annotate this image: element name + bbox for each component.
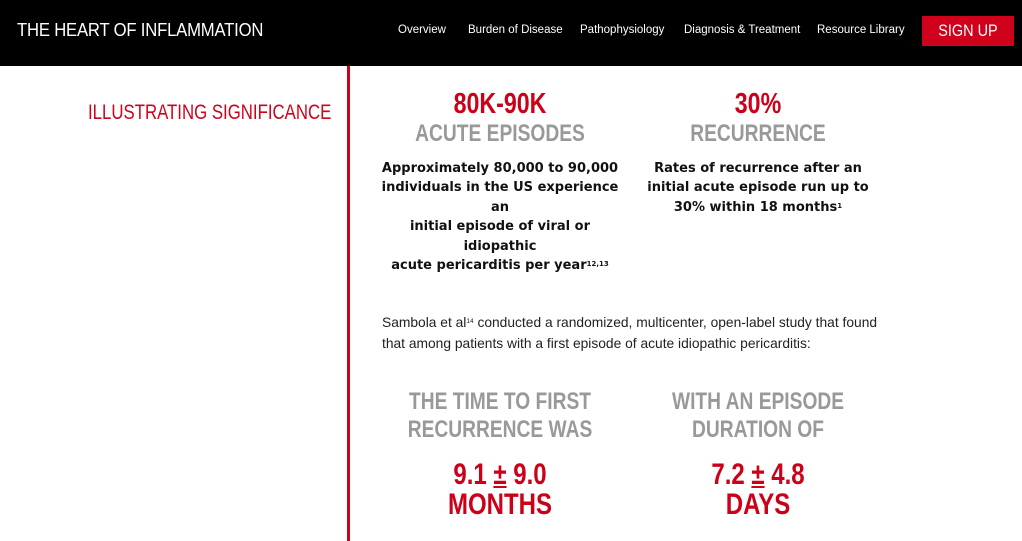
nav-overview[interactable]: Overview xyxy=(398,24,446,36)
result-mean: 7.2 xyxy=(711,458,745,491)
result-time-to-recurrence xyxy=(380,388,620,520)
stat-description xyxy=(380,159,620,275)
stat-label: RECURRENCE xyxy=(690,120,826,147)
stat-figure: 30% xyxy=(734,88,782,120)
stat-description-line: initial acute episode run up to xyxy=(647,180,869,196)
plus-minus-symbol: ± xyxy=(493,458,507,491)
section-title: ILLUSTRATING SIGNIFICANCE xyxy=(88,101,332,124)
stat-description-line xyxy=(380,256,620,275)
reference-superscript: 14 xyxy=(466,318,474,325)
result-mean: 9.1 xyxy=(453,458,487,491)
nav-diagnosis-treatment[interactable]: Diagnosis & Treatment xyxy=(684,24,801,36)
reference-superscript: 1 xyxy=(837,201,843,210)
result-sd: 9.0 xyxy=(513,458,547,491)
stat-description-text: 30% within 18 months xyxy=(673,199,838,215)
stat-description-line: idiopathic xyxy=(463,238,537,254)
intro-text: conducted a randomized, multicenter, open-label study that found xyxy=(473,315,878,330)
stat-description-line: an xyxy=(490,199,510,215)
site-brand[interactable]: THE HEART OF INFLAMMATION xyxy=(17,19,264,40)
stat-figure: 80K-90K xyxy=(453,88,547,120)
stat-description-text: acute pericarditis per year xyxy=(391,258,587,274)
intro-line xyxy=(382,312,902,333)
result-label: WITH AN EPISODE xyxy=(671,388,845,415)
plus-minus-symbol: ± xyxy=(751,458,765,491)
stat-description-line: initial episode of viral or xyxy=(409,219,591,235)
result-sd: 4.8 xyxy=(771,458,805,491)
sign-up-label: SIGN UP xyxy=(938,21,998,40)
result-label: DURATION OF xyxy=(692,416,824,443)
nav-pathophysiology[interactable]: Pathophysiology xyxy=(580,24,665,36)
stat-description-line: Approximately 80,000 to 90,000 xyxy=(381,161,619,176)
stat-description-line xyxy=(638,198,878,217)
reference-superscript: 12,13 xyxy=(586,260,609,269)
nav-resource-library[interactable]: Resource Library xyxy=(817,24,905,36)
result-unit: DAYS xyxy=(725,488,791,521)
result-value xyxy=(662,460,854,490)
result-label: RECURRENCE WAS xyxy=(407,416,593,443)
nav-burden-of-disease[interactable]: Burden of Disease xyxy=(468,24,563,36)
stat-description-line: Rates of recurrence after an xyxy=(654,161,862,176)
intro-line: that among patients with a first episode of acute idiopathic pericarditis: xyxy=(382,336,811,351)
stat-description-line: individuals in the US experience xyxy=(381,180,619,196)
top-nav-bar xyxy=(0,0,1022,66)
stat-acute-episodes xyxy=(380,88,620,275)
stat-label: ACUTE EPISODES xyxy=(415,120,585,147)
sign-up-button[interactable] xyxy=(922,16,1014,46)
section-divider xyxy=(347,66,350,541)
stat-recurrence xyxy=(638,88,878,217)
result-value xyxy=(404,460,596,490)
study-intro xyxy=(382,312,902,354)
result-unit: MONTHS xyxy=(448,488,552,521)
result-episode-duration xyxy=(638,388,878,520)
result-label: THE TIME TO FIRST xyxy=(408,388,592,415)
intro-author: Sambola et al xyxy=(382,315,467,330)
stat-description xyxy=(638,159,878,217)
